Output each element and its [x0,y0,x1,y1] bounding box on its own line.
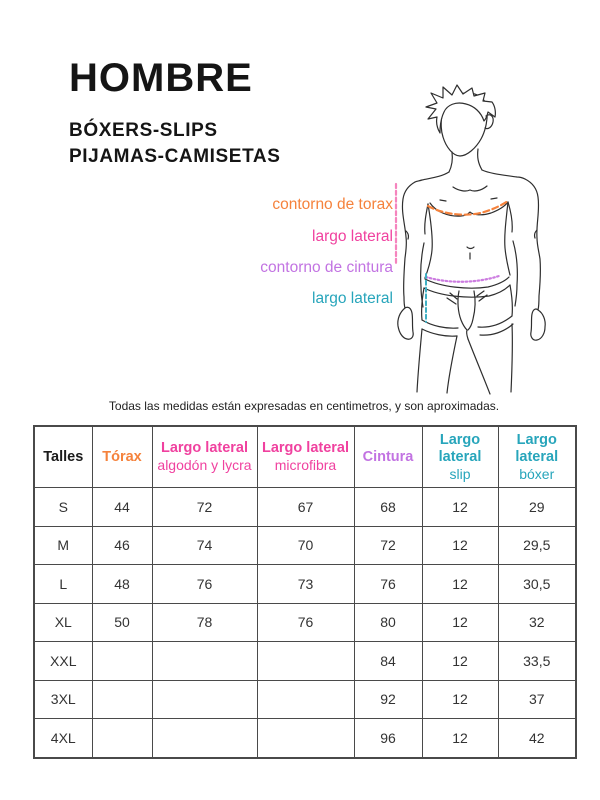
column-subtitle: bóxer [519,465,555,482]
size-cell: 3XL [34,680,92,719]
table-row [34,565,576,604]
value-cell [92,642,152,681]
value-cell: 72 [354,526,422,565]
value-cell: 74 [152,526,257,565]
value-cell: 72 [152,488,257,527]
value-cell: 42 [498,719,576,758]
column-subtitle: algodón y lycra [157,457,252,473]
size-table-head [34,426,576,488]
value-cell [257,680,354,719]
table-row [34,719,576,758]
value-cell [92,719,152,758]
value-cell: 37 [498,680,576,719]
table-row [34,603,576,642]
label-contorno-de-torax: contorno de torax [272,196,393,213]
value-cell: 80 [354,603,422,642]
column-subtitle: microfibra [274,457,337,473]
header-row [34,426,576,488]
value-cell: 76 [354,565,422,604]
table-row [34,680,576,719]
figure-right-hand [531,309,545,340]
label-largo-lateral-pink: largo lateral [312,228,393,245]
value-cell: 78 [152,603,257,642]
value-cell: 76 [257,603,354,642]
value-cell: 30,5 [498,565,576,604]
value-cell: 12 [422,565,498,604]
column-title: Tórax [102,448,142,465]
value-cell: 84 [354,642,422,681]
figure-boxer-hems [422,316,513,336]
value-cell [257,719,354,758]
column-title: Largo lateral [515,431,559,465]
size-cell: S [34,488,92,527]
value-cell: 12 [422,526,498,565]
value-cell: 32 [498,603,576,642]
figure-boxer-sides [422,285,513,320]
subtitle-line-2: PIJAMAS-CAMISETAS [69,146,281,167]
column-header [498,426,576,488]
value-cell [257,642,354,681]
value-cell: 68 [354,488,422,527]
figure-collarbone [453,186,487,191]
column-header [422,426,498,488]
chest-measure-line [428,201,508,215]
value-cell: 76 [152,565,257,604]
size-cell: L [34,565,92,604]
size-cell: XL [34,603,92,642]
page-subtitle [69,118,280,170]
value-cell: 12 [422,719,498,758]
waist-measure-line [426,276,499,282]
column-title: Talles [43,448,84,465]
label-contorno-de-cintura: contorno de cintura [260,259,393,276]
figure-shoulders [415,170,525,182]
column-title: Cintura [362,448,414,465]
label-largo-lateral-teal: largo lateral [312,290,393,307]
figure-legs [417,324,512,394]
column-title: Largo lateral [261,440,350,456]
value-cell: 12 [422,680,498,719]
value-cell: 48 [92,565,152,604]
figure-boxer-pouch [458,291,475,339]
value-cell: 50 [92,603,152,642]
figure-left-hand [398,307,413,339]
figure-left-arm [402,182,415,308]
figure-elbow-marks [406,230,537,239]
size-cell: 4XL [34,719,92,758]
male-figure-illustration [388,78,564,400]
size-table-body [34,488,576,758]
value-cell: 29 [498,488,576,527]
table-row [34,642,576,681]
page-title: HOMBRE [69,56,253,100]
measurements-note: Todas las medidas están expresadas en centimetros, y son aproximadas. [108,399,500,413]
size-table [33,425,577,759]
column-subtitle: slip [449,465,471,482]
value-cell [92,680,152,719]
column-title: Largo lateral [160,440,249,456]
column-header [354,426,422,488]
column-header [34,426,92,488]
value-cell: 12 [422,642,498,681]
subtitle-line-1: BÓXERS-SLIPS [69,120,218,141]
figure-right-inner-arm [508,202,517,306]
size-cell: XXL [34,642,92,681]
column-title: Largo lateral [438,431,482,465]
value-cell: 12 [422,488,498,527]
value-cell: 67 [257,488,354,527]
figure-right-arm [525,179,540,310]
value-cell [152,642,257,681]
value-cell: 44 [92,488,152,527]
value-cell: 46 [92,526,152,565]
value-cell: 73 [257,565,354,604]
size-cell: M [34,526,92,565]
column-header [92,426,152,488]
value-cell: 92 [354,680,422,719]
column-header [257,426,354,488]
value-cell: 96 [354,719,422,758]
value-cell: 29,5 [498,526,576,565]
value-cell [152,719,257,758]
table-row [34,526,576,565]
value-cell [152,680,257,719]
table-row [34,488,576,527]
value-cell: 12 [422,603,498,642]
column-header [152,426,257,488]
figure-nipples [440,198,497,201]
figure-navel [467,247,474,259]
value-cell: 33,5 [498,642,576,681]
value-cell: 70 [257,526,354,565]
